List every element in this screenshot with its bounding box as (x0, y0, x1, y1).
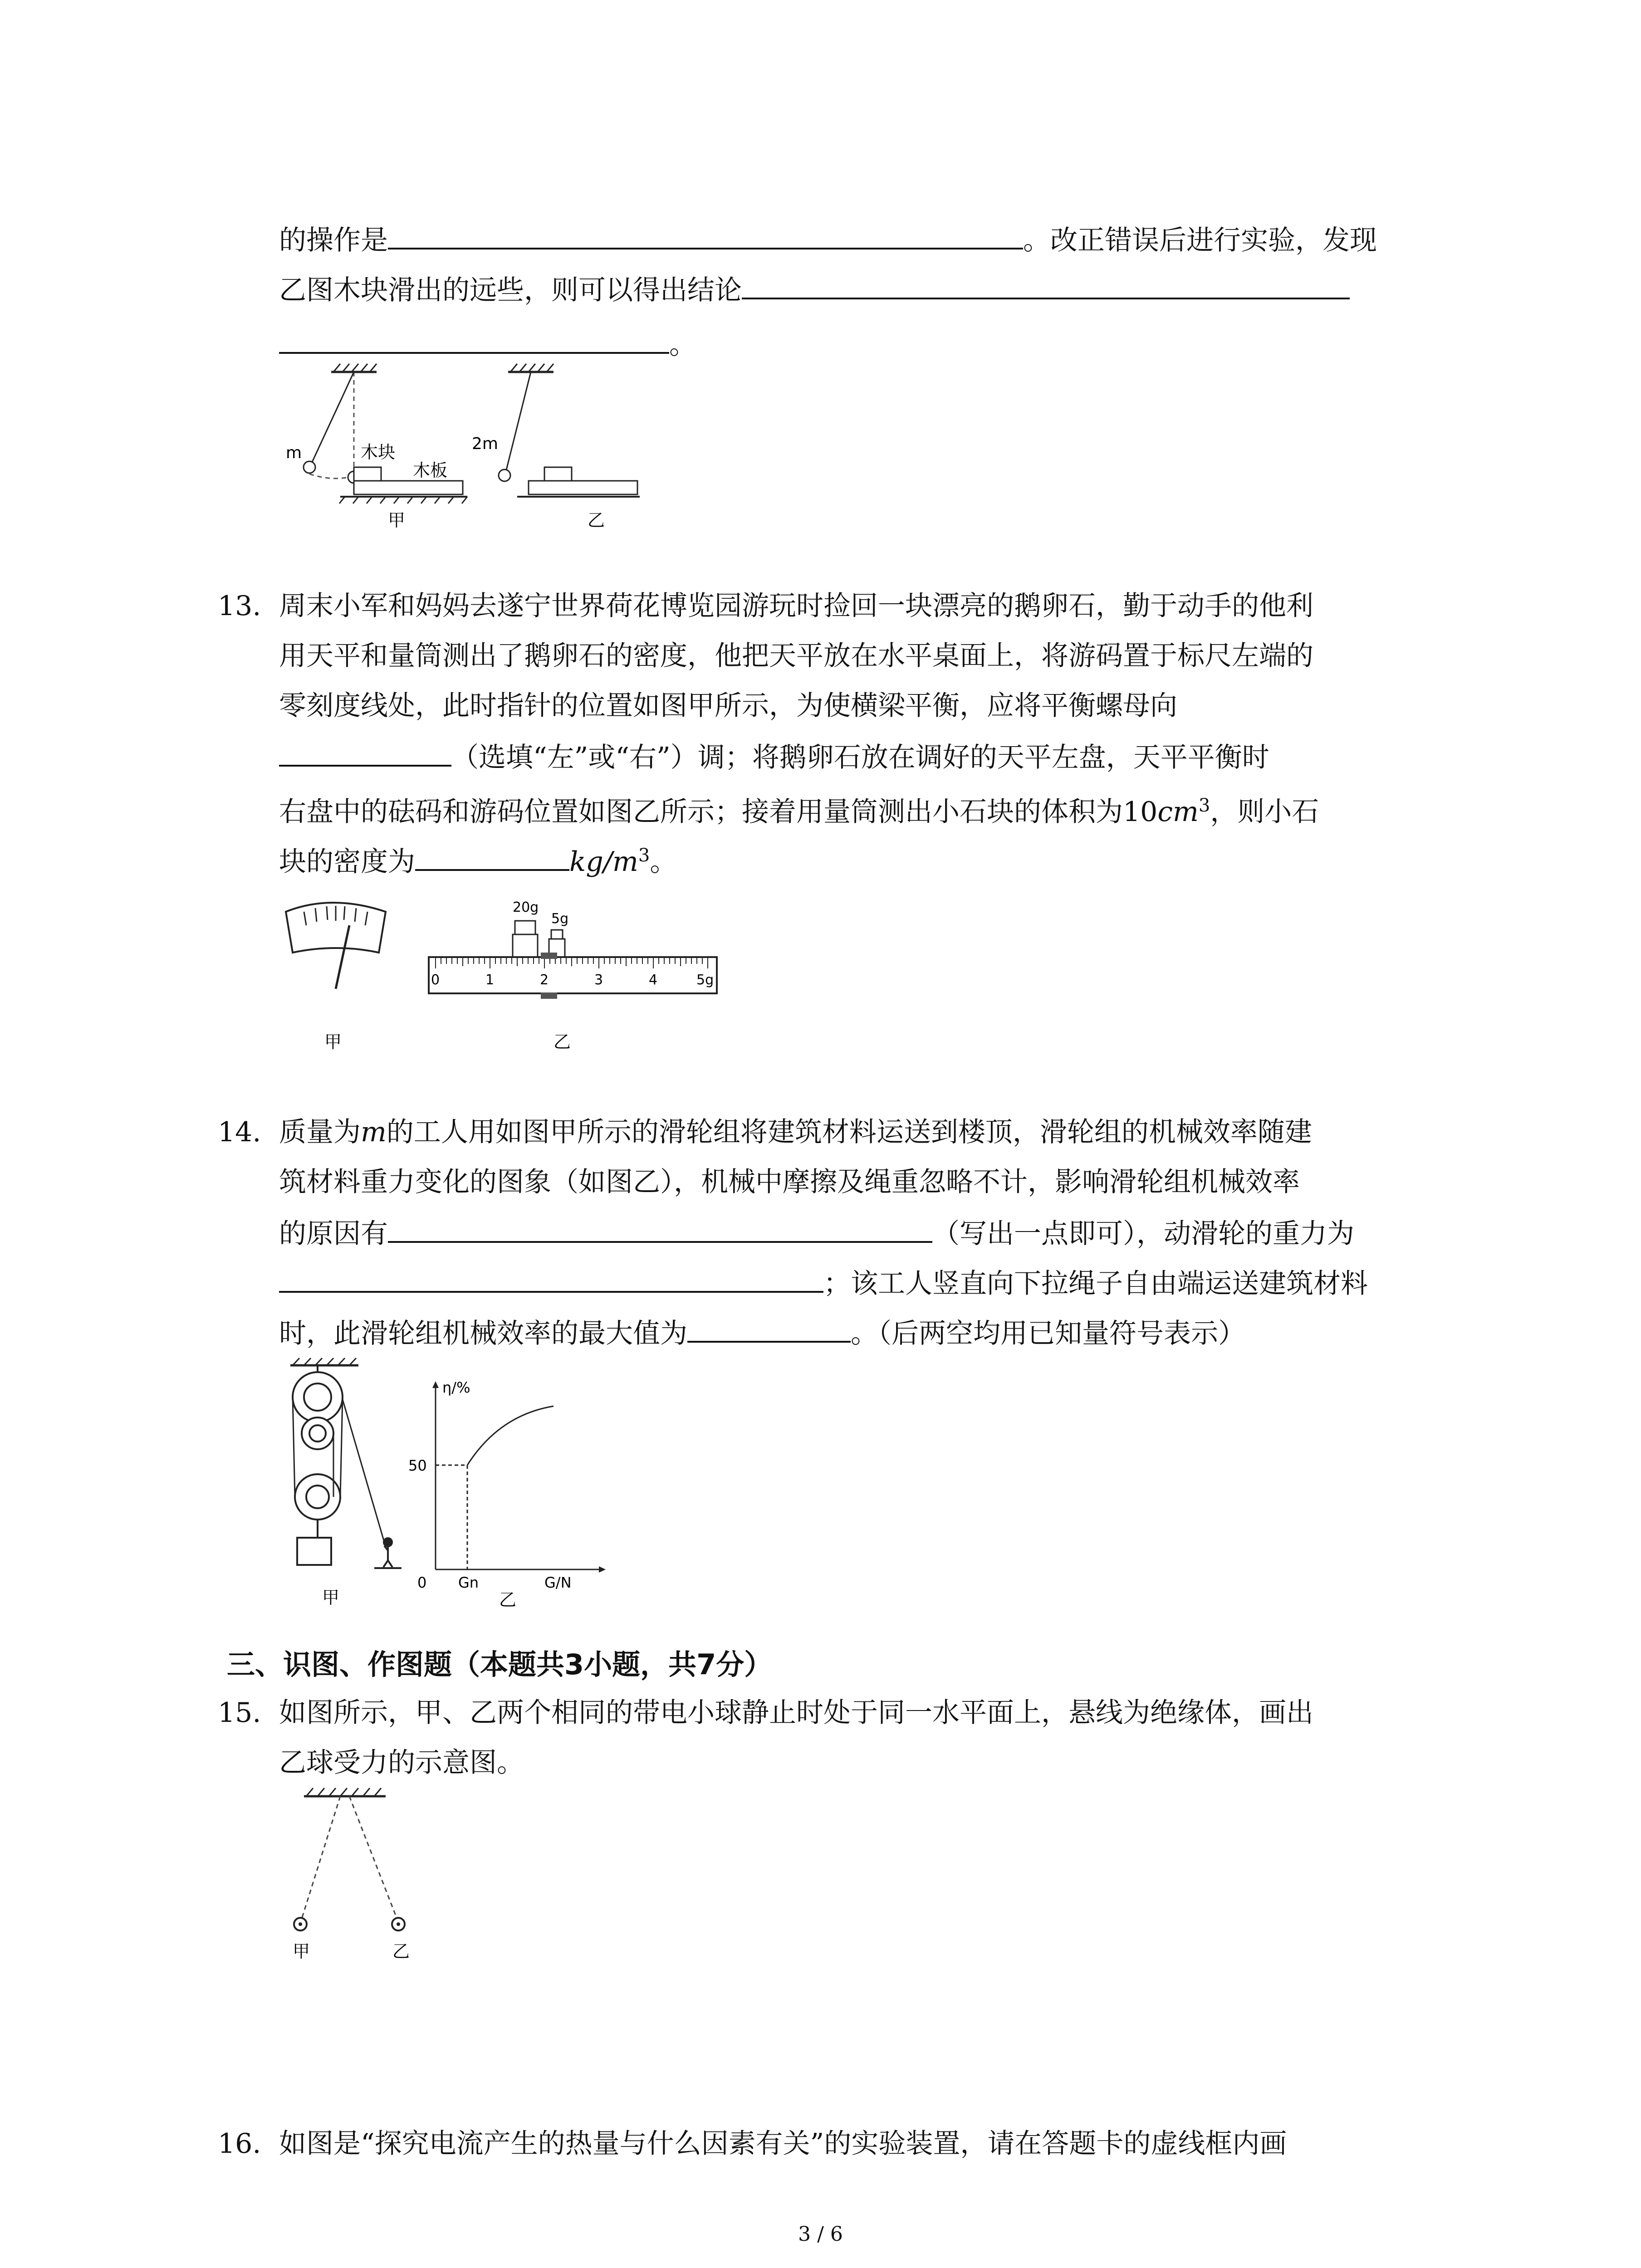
page-number: 3 / 6 (798, 2223, 843, 2246)
q13-blank-2[interactable] (415, 844, 569, 871)
mass-m-label: m (286, 444, 302, 462)
q16-line-1: 如图是“探究电流产生的热量与什么因素有关”的实验装置，请在答题卡的虚线框内画 (279, 2128, 1287, 2160)
q12-line-2: 乙图木块滑出的远些，则可以得出结论 (279, 272, 1350, 307)
wood-block-label: 木块 (361, 442, 396, 462)
ruler-tick-2: 2 (540, 972, 549, 988)
fig-label-yi: 乙 (392, 1941, 410, 1961)
gn-label: Gn (458, 1574, 479, 1591)
q14-line-5: 时，此滑轮组机械效率的最大值为 。（后两空均用已知量符号表示） (279, 1315, 1245, 1350)
q14-line-3: 的原因有 （写出一点即可），动滑轮的重力为 (279, 1216, 1354, 1250)
q14-blank-1[interactable] (388, 1216, 932, 1243)
q14-line-2: 筑材料重力变化的图象（如图乙），机械中摩擦及绳重忽略不计，影响滑轮组机械效率 (279, 1166, 1300, 1198)
fig-label-yi: 乙 (499, 1590, 517, 1610)
free-rope (343, 1399, 386, 1547)
wood-board-a (354, 481, 463, 494)
x-axis-label: G/N (544, 1574, 572, 1591)
ruler-tick-1: 1 (485, 972, 495, 988)
q13-number: 13. (218, 590, 261, 622)
wood-board-label: 木板 (413, 460, 448, 480)
q14-figure (272, 1356, 681, 1610)
efficiency-curve (467, 1406, 554, 1465)
weight-5g (551, 930, 563, 939)
ruler-tick-4: 4 (649, 972, 658, 988)
fixed-pulley (293, 1372, 343, 1422)
rider-top (541, 953, 557, 959)
fig-label-jia: 甲 (293, 1941, 310, 1961)
wood-block-a (354, 467, 381, 481)
ruler-tick-0: 0 (431, 972, 440, 988)
q14-number: 14. (218, 1116, 261, 1148)
q12-line-1: 的操作是 。改正错误后进行实验，发现 (279, 222, 1377, 257)
q14-blank-3[interactable] (687, 1315, 851, 1343)
q16-number: 16. (218, 2128, 261, 2160)
balance-ruler (429, 957, 717, 993)
q13-line-4: （选填“左”或“右”）调；将鹅卵石放在调好的天平左盘，天平平衡时 (279, 739, 1269, 774)
q12-blank-2[interactable] (742, 272, 1350, 299)
q15-line-2: 乙球受力的示意图。 (279, 1747, 524, 1779)
weight-20g-label: 20g (513, 899, 539, 915)
rider-bottom (541, 992, 557, 999)
origin-label: 0 (417, 1574, 427, 1591)
q13-line-6: 块的密度为 $kg/m^3$。 (279, 839, 677, 878)
y-axis-label: η/% (442, 1379, 470, 1396)
y-tick-50: 50 (408, 1457, 427, 1474)
q15-line-1: 如图所示，甲、乙两个相同的带电小球静止时处于同一水平面上，悬线为绝缘体，画出 (279, 1697, 1313, 1729)
building-material (297, 1538, 331, 1565)
q12-figure (272, 358, 658, 540)
ruler-tick-3: 3 (594, 972, 603, 988)
q13-line-2: 用天平和量筒测出了鹅卵石的密度，他把天平放在水平桌面上，将游码置于标尺左端的 (279, 640, 1313, 672)
q15-figure (281, 1783, 508, 1964)
q13-line-3: 零刻度线处，此时指针的位置如图甲所示，为使横梁平衡，应将平衡螺母向 (279, 690, 1177, 722)
efficiency-graph (408, 1379, 606, 1610)
ruler-tick-5: 5g (696, 972, 714, 988)
fig-label-jia: 甲 (388, 510, 406, 530)
worker-icon (383, 1538, 392, 1567)
fig-label-yi: 乙 (588, 510, 605, 530)
q13-blank-1[interactable] (279, 739, 451, 767)
weight-5g-label: 5g (551, 911, 569, 927)
fig-label-yi: 乙 (554, 1032, 571, 1052)
q13-line-5: 右盘中的砝码和游码位置如图乙所示；接着用量筒测出小石块的体积为$10cm^3$，则小石 (279, 795, 1319, 828)
q14-line-1: 质量为m的工人用如图甲所示的滑轮组将建筑材料运送到楼顶，滑轮组的机械效率随建 (279, 1116, 1312, 1148)
q12-blank-2-cont[interactable] (279, 327, 669, 354)
q13-figure (272, 885, 771, 1057)
mass-2m-label: 2m (472, 435, 498, 453)
q15-number: 15. (218, 1697, 261, 1729)
fig-label-jia: 甲 (322, 1588, 340, 1608)
pendulum-ball-m (304, 461, 315, 473)
q12-blank-1[interactable] (388, 222, 1023, 249)
q13-line-1: 周末小军和妈妈去遂宁世界荷花博览园游玩时捡回一块漂亮的鹅卵石，勤于动手的他利 (279, 590, 1313, 622)
q14-line-4: ；该工人竖直向下拉绳子自由端运送建筑材料 (279, 1266, 1368, 1300)
weight-20g (515, 921, 535, 934)
q12-line-3: 。 (279, 327, 696, 361)
fig-label-jia: 甲 (324, 1032, 342, 1052)
section-title: 三、识图、作图题（本题共3小题，共7分） (227, 1648, 773, 1681)
pendulum-ball-2m (499, 469, 510, 481)
q14-blank-2[interactable] (279, 1266, 823, 1293)
